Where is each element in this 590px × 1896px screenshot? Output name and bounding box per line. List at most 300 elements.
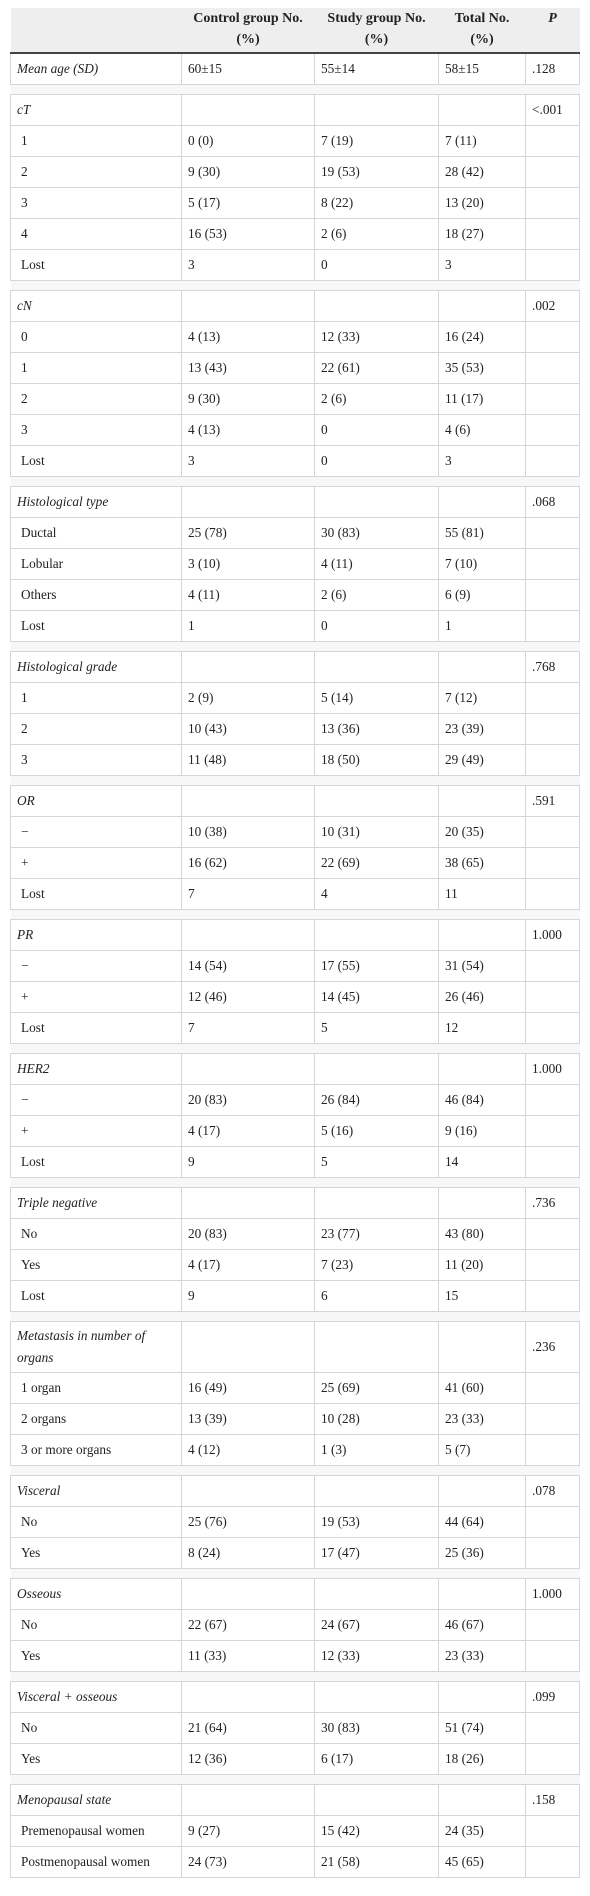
p-value-cell [526,384,580,415]
control-cell: 20 (83) [182,1219,315,1250]
total-cell: 23 (33) [439,1404,526,1435]
p-value-cell: .591 [526,786,580,817]
row-label: Yes [11,1250,182,1281]
total-cell: 38 (65) [439,848,526,879]
category-row [11,1322,580,1373]
spacer-cell [439,642,526,652]
table-row [11,1641,580,1672]
category-label: PR [11,920,182,951]
control-cell [182,920,315,951]
total-cell: 24 (35) [439,1816,526,1847]
total-cell [439,1188,526,1219]
total-cell: 7 (12) [439,683,526,714]
total-cell [439,1785,526,1816]
table-row [11,817,580,848]
row-label: − [11,1085,182,1116]
study-cell [315,95,439,126]
study-cell [315,1188,439,1219]
category-label: Triple negative [11,1188,182,1219]
table-row [11,1013,580,1044]
total-cell: 18 (26) [439,1744,526,1775]
total-cell: 51 (74) [439,1713,526,1744]
section-spacer [11,910,580,920]
study-cell: 14 (45) [315,982,439,1013]
spacer-cell [11,776,182,786]
row-label: 3 [11,745,182,776]
section-spacer [11,1672,580,1682]
row-label: 2 [11,384,182,415]
section-spacer [11,85,580,95]
p-value-cell [526,1250,580,1281]
total-cell: 1 [439,611,526,642]
total-cell [439,1682,526,1713]
spacer-cell [11,477,182,487]
study-cell [315,1054,439,1085]
spacer-cell [315,281,439,291]
row-label: 2 organs [11,1404,182,1435]
study-cell: 19 (53) [315,157,439,188]
table-row [11,1816,580,1847]
spacer-cell [526,642,580,652]
total-cell [439,1054,526,1085]
study-cell [315,1322,439,1373]
control-cell: 5 (17) [182,188,315,219]
control-cell: 13 (43) [182,353,315,384]
control-cell: 4 (13) [182,415,315,446]
spacer-cell [182,642,315,652]
section-spacer [11,1178,580,1188]
spacer-cell [439,1466,526,1476]
study-cell: 10 (31) [315,817,439,848]
table-row [11,446,580,477]
study-cell: 5 (14) [315,683,439,714]
control-cell: 1 [182,611,315,642]
category-row [11,786,580,817]
control-cell: 9 (30) [182,157,315,188]
category-label: Osseous [11,1579,182,1610]
total-cell: 6 (9) [439,580,526,611]
section-spacer [11,776,580,786]
p-value-cell [526,1538,580,1569]
row-label: Lost [11,1147,182,1178]
total-cell: 46 (67) [439,1610,526,1641]
p-value-cell [526,1847,580,1878]
row-label: Yes [11,1641,182,1672]
spacer-cell [439,1312,526,1322]
study-cell: 30 (83) [315,1713,439,1744]
category-row [11,53,580,85]
row-label: − [11,951,182,982]
total-cell: 58±15 [439,53,526,85]
total-cell: 16 (24) [439,322,526,353]
table-row [11,157,580,188]
category-label: Histological grade [11,652,182,683]
row-label: 2 [11,157,182,188]
row-label: Lost [11,250,182,281]
p-value-cell: .002 [526,291,580,322]
total-cell [439,1322,526,1373]
control-cell [182,1785,315,1816]
study-cell: 12 (33) [315,1641,439,1672]
spacer-cell [315,85,439,95]
spacer-cell [11,1466,182,1476]
spacer-cell [315,910,439,920]
spacer-cell [315,1178,439,1188]
p-value-cell [526,951,580,982]
study-cell: 17 (47) [315,1538,439,1569]
category-label: OR [11,786,182,817]
row-label: 3 or more organs [11,1435,182,1466]
control-cell: 2 (9) [182,683,315,714]
study-cell [315,1682,439,1713]
total-cell: 12 [439,1013,526,1044]
row-label: Yes [11,1744,182,1775]
section-spacer [11,1312,580,1322]
spacer-cell [11,281,182,291]
row-label: 1 [11,126,182,157]
spacer-cell [182,1569,315,1579]
spacer-cell [11,1569,182,1579]
study-cell: 2 (6) [315,384,439,415]
spacer-cell [11,85,182,95]
category-row [11,1188,580,1219]
row-label: 3 [11,188,182,219]
header-cell-study: Study group No. (%) [315,8,439,53]
table-row [11,1116,580,1147]
p-value-cell [526,1219,580,1250]
study-cell [315,291,439,322]
total-cell [439,652,526,683]
category-row [11,1476,580,1507]
category-label: Visceral [11,1476,182,1507]
control-cell: 20 (83) [182,1085,315,1116]
spacer-cell [182,85,315,95]
table-row [11,1085,580,1116]
p-value-cell [526,1507,580,1538]
total-cell: 35 (53) [439,353,526,384]
control-cell: 4 (17) [182,1250,315,1281]
spacer-cell [526,1775,580,1785]
control-cell: 11 (48) [182,745,315,776]
study-cell: 23 (77) [315,1219,439,1250]
total-cell: 45 (65) [439,1847,526,1878]
control-cell [182,652,315,683]
study-cell: 0 [315,611,439,642]
study-cell: 19 (53) [315,1507,439,1538]
study-cell: 6 [315,1281,439,1312]
study-cell: 2 (6) [315,580,439,611]
p-value-cell: .736 [526,1188,580,1219]
spacer-cell [439,1672,526,1682]
row-label: Ductal [11,518,182,549]
total-cell: 15 [439,1281,526,1312]
control-cell: 25 (78) [182,518,315,549]
row-label: Lost [11,446,182,477]
control-cell: 9 [182,1281,315,1312]
spacer-cell [526,1044,580,1054]
table-row [11,384,580,415]
row-label: + [11,982,182,1013]
table-row [11,683,580,714]
study-cell: 8 (22) [315,188,439,219]
p-value-cell [526,1744,580,1775]
control-cell: 12 (36) [182,1744,315,1775]
p-value-cell [526,446,580,477]
total-cell [439,1476,526,1507]
spacer-cell [526,910,580,920]
study-cell [315,1579,439,1610]
spacer-cell [439,776,526,786]
spacer-cell [11,642,182,652]
total-cell: 55 (81) [439,518,526,549]
total-cell [439,1579,526,1610]
category-label: Histological type [11,487,182,518]
table-row [11,611,580,642]
spacer-cell [439,910,526,920]
study-cell: 22 (69) [315,848,439,879]
total-cell: 14 [439,1147,526,1178]
p-value-cell [526,580,580,611]
spacer-cell [439,281,526,291]
category-label: cN [11,291,182,322]
total-cell [439,487,526,518]
header-cell-p: P [526,8,580,53]
spacer-cell [315,1044,439,1054]
spacer-cell [315,642,439,652]
study-cell: 26 (84) [315,1085,439,1116]
study-cell: 2 (6) [315,219,439,250]
table-row [11,951,580,982]
row-label: Lobular [11,549,182,580]
row-label: + [11,1116,182,1147]
p-value-cell: .768 [526,652,580,683]
section-spacer [11,1569,580,1579]
table-row [11,1847,580,1878]
p-value-cell [526,157,580,188]
table-row [11,1147,580,1178]
p-value-cell: .158 [526,1785,580,1816]
spacer-cell [11,1672,182,1682]
spacer-cell [182,477,315,487]
study-cell: 5 [315,1013,439,1044]
row-label: + [11,848,182,879]
p-value-cell [526,415,580,446]
table-row [11,549,580,580]
total-cell [439,95,526,126]
row-label: No [11,1219,182,1250]
control-cell [182,291,315,322]
header-cell-control: Control group No. (%) [182,8,315,53]
table-row [11,879,580,910]
total-cell: 23 (33) [439,1641,526,1672]
row-label: Lost [11,1281,182,1312]
control-cell: 11 (33) [182,1641,315,1672]
category-row [11,1579,580,1610]
row-label: 1 organ [11,1373,182,1404]
control-cell: 21 (64) [182,1713,315,1744]
spacer-cell [526,776,580,786]
total-cell [439,786,526,817]
row-label: Lost [11,1013,182,1044]
control-cell: 10 (43) [182,714,315,745]
spacer-cell [11,1312,182,1322]
table-row [11,518,580,549]
row-label: 2 [11,714,182,745]
p-value-cell [526,1435,580,1466]
study-cell [315,652,439,683]
spacer-cell [182,1312,315,1322]
section-spacer [11,281,580,291]
p-value-cell: .128 [526,53,580,85]
category-label: Visceral + osseous [11,1682,182,1713]
spacer-cell [315,1466,439,1476]
spacer-cell [182,281,315,291]
spacer-cell [526,1178,580,1188]
p-value-cell [526,250,580,281]
p-value-cell [526,1713,580,1744]
study-cell: 55±14 [315,53,439,85]
spacer-cell [182,1178,315,1188]
category-label: Menopausal state [11,1785,182,1816]
control-cell [182,1579,315,1610]
row-label: 1 [11,353,182,384]
spacer-cell [11,1178,182,1188]
control-cell: 3 (10) [182,549,315,580]
study-cell [315,1785,439,1816]
spacer-cell [439,477,526,487]
control-cell [182,95,315,126]
p-value-cell: 1.000 [526,1579,580,1610]
control-cell [182,487,315,518]
table-row [11,1538,580,1569]
header-cell-label [11,8,182,53]
p-value-cell: .078 [526,1476,580,1507]
study-cell [315,786,439,817]
total-cell: 11 [439,879,526,910]
patient-characteristics-table [10,8,580,1878]
row-label: Yes [11,1538,182,1569]
spacer-cell [315,1775,439,1785]
spacer-cell [439,1775,526,1785]
total-cell: 13 (20) [439,188,526,219]
total-cell: 43 (80) [439,1219,526,1250]
study-cell: 7 (23) [315,1250,439,1281]
control-cell: 60±15 [182,53,315,85]
p-value-cell [526,549,580,580]
total-cell: 11 (20) [439,1250,526,1281]
control-cell: 8 (24) [182,1538,315,1569]
control-cell: 22 (67) [182,1610,315,1641]
p-value-cell [526,1281,580,1312]
table-body [11,53,580,1878]
spacer-cell [182,1775,315,1785]
control-cell: 10 (38) [182,817,315,848]
total-cell: 18 (27) [439,219,526,250]
header-row [11,8,580,53]
p-value-cell [526,611,580,642]
total-cell: 29 (49) [439,745,526,776]
control-cell: 9 (30) [182,384,315,415]
total-cell: 9 (16) [439,1116,526,1147]
header-cell-total: Total No. (%) [439,8,526,53]
study-cell: 24 (67) [315,1610,439,1641]
control-cell [182,1322,315,1373]
study-cell: 4 (11) [315,549,439,580]
study-cell: 5 [315,1147,439,1178]
spacer-cell [11,1044,182,1054]
study-cell: 1 (3) [315,1435,439,1466]
total-cell [439,920,526,951]
category-row [11,652,580,683]
row-label: Others [11,580,182,611]
control-cell: 16 (62) [182,848,315,879]
study-cell [315,1476,439,1507]
study-cell: 21 (58) [315,1847,439,1878]
control-cell [182,1188,315,1219]
p-value-cell: .099 [526,1682,580,1713]
total-cell: 3 [439,250,526,281]
table-row [11,126,580,157]
table-row [11,580,580,611]
p-value-cell [526,1116,580,1147]
p-value-cell [526,817,580,848]
category-row [11,95,580,126]
control-cell: 9 (27) [182,1816,315,1847]
p-value-cell: 1.000 [526,920,580,951]
study-cell: 0 [315,250,439,281]
table-row [11,250,580,281]
p-value-cell [526,1085,580,1116]
study-cell: 0 [315,415,439,446]
table-row [11,322,580,353]
category-label: HER2 [11,1054,182,1085]
study-cell: 25 (69) [315,1373,439,1404]
row-label: 0 [11,322,182,353]
total-cell [439,291,526,322]
p-value-cell [526,219,580,250]
spacer-cell [526,477,580,487]
row-label: − [11,817,182,848]
study-cell: 18 (50) [315,745,439,776]
spacer-cell [439,1178,526,1188]
spacer-cell [315,477,439,487]
table-row [11,415,580,446]
category-row [11,1785,580,1816]
table-row [11,1250,580,1281]
section-spacer [11,477,580,487]
control-cell: 16 (53) [182,219,315,250]
category-row [11,291,580,322]
section-spacer [11,1466,580,1476]
total-cell: 23 (39) [439,714,526,745]
category-row [11,1682,580,1713]
p-value-cell [526,1013,580,1044]
category-row [11,1054,580,1085]
total-cell: 28 (42) [439,157,526,188]
row-label: 1 [11,683,182,714]
control-cell: 16 (49) [182,1373,315,1404]
spacer-cell [182,1466,315,1476]
control-cell: 14 (54) [182,951,315,982]
control-cell: 25 (76) [182,1507,315,1538]
row-label: Lost [11,879,182,910]
section-spacer [11,1775,580,1785]
table-row [11,219,580,250]
control-cell: 4 (11) [182,580,315,611]
control-cell: 7 [182,1013,315,1044]
total-cell: 20 (35) [439,817,526,848]
table-row [11,1744,580,1775]
